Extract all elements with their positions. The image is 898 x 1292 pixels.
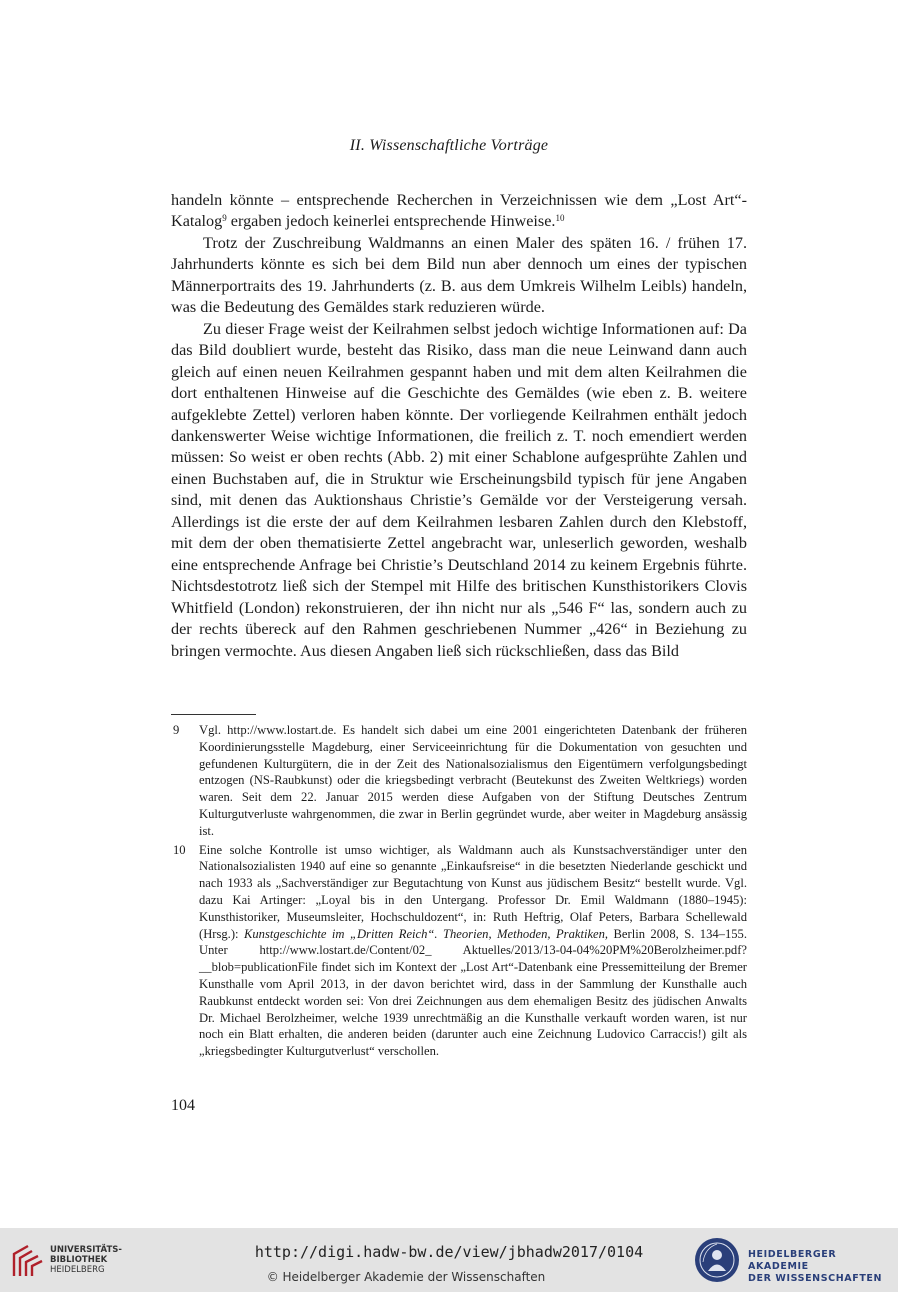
footnote-text: Berlin 2008, S. 134–155. Unter http://www.lostart.de/Content/02_ Aktuelles/2013/13-04-04%20PM%20Berolzheimer.pdf?__blob=publicationFile findet sich im Kontext der „Lost Art“-Datenbank eine Pressemitteilung der Bremer Kunsthalle vom April 2013, in der davon berichtet wird, dass in der Sammlung der Kunsthalle auch Raubkunst entdeckt worden sei: Von drei Zeichnungen aus dem ehemaligen Besitz des jüdischen Anwalts Dr. Michael Berolzheimer, welche 1939 unrechtmäßig an die Kunsthalle verkauft worden waren, ist nur noch ein Blatt erhalten, die anderen beiden (darunter auch eine Zeichnung Ludovico Carraccis!) gilt als „kriegsbedingter Kulturgutverlust“ verschollen. (199, 926, 747, 1059)
permalink-url[interactable]: http://digi.hadw-bw.de/view/jbhadw2017/0104 (254, 1243, 644, 1261)
copyright-notice: © Heidelberger Akademie der Wissenschaften (266, 1270, 546, 1284)
footnotes (171, 722, 747, 1062)
footnote-text (199, 723, 747, 838)
paragraph-text: Zu dieser Frage weist der Keilrahmen selbst jedoch wichtige Informationen auf: Da das Bild doubliert wurde, besteht das Risiko, dass man die neue Leinwand dann auch gleich auf einen neuen Keilrahmen gespannt haben und mit dem alten Keilrahmen die dort enthaltenen Hinweise auf die Geschichte des Gemäldes (wie eben z. B. weitere aufgeklebte Zettel) verloren haben könnte. Der vorliegende Keilrahmen enthält jedoch dankenswerter Weise wichtige Informationen, die freilich z. T. noch emendiert werden müssen: So weist er oben rechts (Abb. 2) mit einer Schablone aufgesprühte Zahlen und einen Buchstaben auf, die in Struktur wie Erscheinungsbild typisch für jene Angaben sind, mit denen das Auktionshaus Christie’s Gemälde vor der Versteigerung versah. Allerdings ist die erste der auf dem Keilrahmen lesbaren Zahlen durch den Klebstoff, mit dem der oben thematisierte Zettel angebracht war, unleserlich geworden, weshalb eine entsprechende Anfrage bei Christie’s Deutschland 2014 zu keinem Ergebnis führte. Nichtsdestotrotz ließ sich der Stempel mit Hilfe des britischen Kunsthistorikers Clovis Whitfield (London) rekonstruieren, der ihn nicht nur als „546 F“ las, sondern auch zu der rechts übereck auf den Rahmen geschriebenen Nummer „426“ in Beziehung zu bringen vermochte. Aus diesen Angaben ließ sich rückschließen, dass das Bild (171, 319, 747, 660)
body-text (171, 190, 747, 662)
library-name-line: BIBLIOTHEK (50, 1255, 108, 1265)
footnote-text (199, 843, 747, 1059)
paragraph-text: ergaben jedoch keinerlei entsprechende Hinweise. (226, 212, 556, 231)
footnote-reference[interactable]: 9 (222, 213, 227, 224)
footnote-divider (171, 714, 256, 715)
footer-bar (0, 1228, 898, 1292)
paragraph (171, 319, 747, 662)
footnote-text: Eine solche Kontrolle ist umso wichtiger, als Waldmann auch als Kunstsachverständiger unter den Nationalsozialisten 1940 auf eine so genannte „Einkaufsreise“ in die besetzten Niederlande geschickt und nach 1933 als „Sachverständiger zur Begutachtung von Kunst aus jüdischem Besitz“ bestellt wurde. Vgl. dazu Kai Artinger: „Loyal bis in den Untergang. Professor Dr. Emil Waldmann (1880–1945): Kunsthistoriker, Museumsleiter, Hochschuldozent“, in: Ruth Heftrig, Olaf Peters, Barbara Schellewald (Hrsg.): (199, 842, 747, 941)
running-head: II. Wissenschaftliche Vorträge (349, 137, 549, 154)
hadw-seal-icon (693, 1236, 741, 1284)
footnote-number: 10 (173, 842, 186, 857)
footnote-italic: Kunstgeschichte im „Dritten Reich“. Theorien, Methoden, Praktiken, (243, 926, 609, 941)
library-name-line: UNIVERSITÄTS- (50, 1245, 122, 1255)
paragraph-text: Trotz der Zuschreibung Waldmanns an einen Maler des späten 16. / frühen 17. Jahrhunderts könnte es sich bei dem Bild nun aber dennoch um eines der typischen Männerportraits des 19. Jahrhunderts (z. B. aus dem Umkreis Wilhelm Leibls) handeln, was die Bedeutung des Gemäldes stark reduzieren würde. (171, 233, 747, 317)
paragraph (171, 190, 747, 233)
paragraph (171, 233, 747, 319)
footnote (171, 842, 747, 1060)
footnote-number: 9 (173, 723, 180, 737)
academy-name (748, 1249, 898, 1285)
paragraph-text: handeln könnte – entsprechende Recherchen in Verzeichnissen wie dem „Lost Art“-Katalog (171, 191, 747, 231)
academy-name-line: HEIDELBERGER AKADEMIE (748, 1249, 837, 1272)
footnote (171, 722, 747, 840)
library-name-line: HEIDELBERG (50, 1265, 105, 1275)
footnote-reference[interactable]: 10 (555, 213, 565, 224)
page-number: 104 (171, 1097, 195, 1114)
footnote-text: Vgl. http://www.lostart.de. Es handelt sich dabei um eine 2001 eingerichteten Datenbank der früheren Koordinierungsstelle Magdeburg, einer Serviceeinrichtung für die Dokumentation von gesuchten und gefundenen Kulturgütern, die in der Zeit des Nationalsozialismus den Eigentümern verfolgungsbedingt entzogen (NS-Raubkunst) oder die kriegsbedingt verbracht (Beutekunst des Zweiten Weltkriegs) worden waren. Seit dem 22. Januar 2015 werden diese Aufgaben von der Stiftung Deutsches Zentrum Kulturgutverluste wahrgenommen, die zwar in Berlin gegründet wurde, aber weiter in Magdeburg ansässig ist. (199, 723, 747, 838)
academy-name-line: DER WISSENSCHAFTEN (748, 1273, 883, 1284)
